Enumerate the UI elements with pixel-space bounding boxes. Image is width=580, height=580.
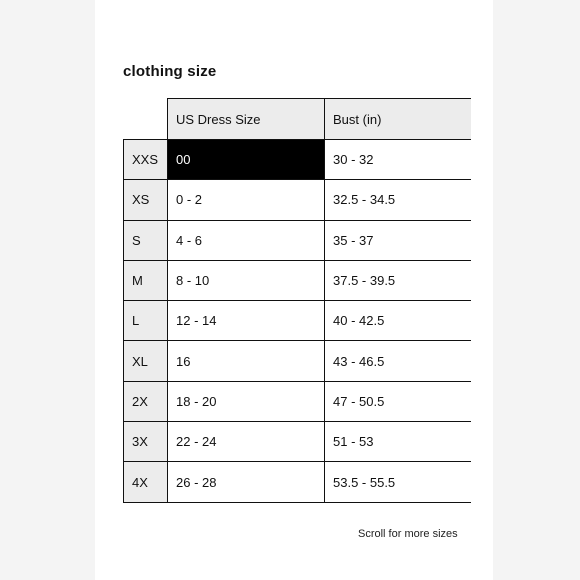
bust-cell: 53.5 - 55.5 <box>325 462 471 502</box>
row-header-size: L <box>124 301 168 341</box>
row-header-size: 2X <box>124 381 168 421</box>
table-row <box>124 220 471 260</box>
row-header-size: XL <box>124 341 168 381</box>
column-header-us-dress-size: US Dress Size <box>168 99 325 140</box>
dress-size-cell[interactable]: 18 - 20 <box>168 381 325 421</box>
bust-cell: 30 - 32 <box>325 140 471 180</box>
row-header-size: 3X <box>124 422 168 462</box>
table-corner <box>124 99 168 140</box>
row-header-size: 4X <box>124 462 168 502</box>
table-row <box>124 301 471 341</box>
bust-cell: 40 - 42.5 <box>325 301 471 341</box>
row-header-size: XXS <box>124 140 168 180</box>
dress-size-cell[interactable]: 26 - 28 <box>168 462 325 502</box>
table-row <box>124 462 471 502</box>
bust-cell: 47 - 50.5 <box>325 381 471 421</box>
table-row <box>124 180 471 220</box>
table-row <box>124 381 471 421</box>
dress-size-cell[interactable]: 12 - 14 <box>168 301 325 341</box>
row-header-size: M <box>124 260 168 300</box>
dress-size-cell[interactable]: 22 - 24 <box>168 422 325 462</box>
bust-cell: 37.5 - 39.5 <box>325 260 471 300</box>
table-row <box>124 341 471 381</box>
dress-size-cell[interactable]: 8 - 10 <box>168 260 325 300</box>
bust-cell: 51 - 53 <box>325 422 471 462</box>
size-chart-table <box>123 98 471 503</box>
table-row <box>124 260 471 300</box>
dress-size-cell[interactable]: 4 - 6 <box>168 220 325 260</box>
column-header-bust: Bust (in) <box>325 99 471 140</box>
page-title: clothing size <box>123 63 217 80</box>
bust-cell: 32.5 - 34.5 <box>325 180 471 220</box>
table-row <box>124 422 471 462</box>
bust-cell: 43 - 46.5 <box>325 341 471 381</box>
bust-cell: 35 - 37 <box>325 220 471 260</box>
dress-size-cell[interactable]: 0 - 2 <box>168 180 325 220</box>
row-header-size: S <box>124 220 168 260</box>
dress-size-cell[interactable]: 16 <box>168 341 325 381</box>
row-header-size: XS <box>124 180 168 220</box>
table-row <box>124 140 471 180</box>
table-header-row <box>124 99 471 140</box>
dress-size-cell-selected[interactable]: 00 <box>168 140 325 180</box>
scroll-hint: Scroll for more sizes <box>358 528 458 540</box>
